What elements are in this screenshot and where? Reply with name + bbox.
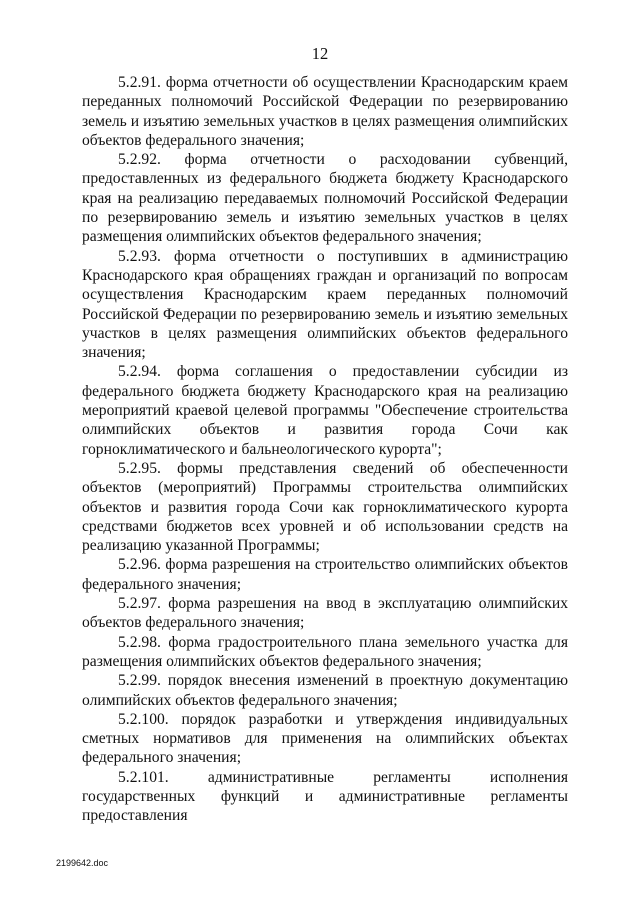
paragraph-5-2-99: 5.2.99. порядок внесения изменений в проектную документацию олимпийских объектов федерального значения; bbox=[82, 672, 568, 709]
document-file-code: 2199642.doc bbox=[56, 858, 109, 868]
document-body bbox=[82, 73, 568, 826]
paragraph-5-2-95: 5.2.95. формы представления сведений об обеспеченности объектов (мероприятий) Программы строительства олимпийских объектов и развития города Сочи как горноклиматического курорта средствами бюджетов всех уровней и об использовании средств на реализацию указанной Программы; bbox=[82, 459, 568, 555]
paragraph-5-2-100: 5.2.100. порядок разработки и утверждения индивидуальных сметных нормативов для применения на олимпийских объектах федерального значения; bbox=[82, 710, 568, 767]
paragraph-5-2-92: 5.2.92. форма отчетности о расходовании субвенций, предоставленных из федерального бюджета бюджету Краснодарского края на реализацию передаваемых полномочий Российской Федерации по резервированию земель и изъятию земельных участков в целях размещения олимпийских объектов федерального значения; bbox=[82, 151, 568, 246]
paragraph-5-2-93: 5.2.93. форма отчетности о поступивших в администрацию Краснодарского края обращениях граждан и организаций по вопросам осуществления Краснодарским краем переданных полномочий Российской Федерации по резервированию земель и изъятию земельных участков в целях размещения олимпийских объектов федерального значения; bbox=[82, 247, 568, 362]
paragraph-5-2-97: 5.2.97. форма разрешения на ввод в эксплуатацию олимпийских объектов федерального значения; bbox=[82, 595, 568, 632]
paragraph-5-2-101: 5.2.101. административные регламенты исполнения государственных функций и административные регламенты предоставления bbox=[82, 768, 568, 825]
paragraph-5-2-91: 5.2.91. форма отчетности об осуществлении Краснодарским краем переданных полномочий Российской Федерации по резервированию земель и изъятию земельных участков в целях размещения олимпийских объектов федерального значения; bbox=[82, 74, 568, 149]
paragraph-5-2-98: 5.2.98. форма градостроительного плана земельного участка для размещения олимпийских объектов федерального значения; bbox=[82, 633, 568, 670]
paragraph-5-2-94: 5.2.94. форма соглашения о предоставлении субсидии из федерального бюджета бюджету Краснодарского края на реализацию мероприятий краевой целевой программы "Обеспечение строительства олимпийских объектов и развития города Сочи как горноклиматического и бальнеологического курорта"; bbox=[82, 363, 568, 458]
paragraph-5-2-96: 5.2.96. форма разрешения на строительство олимпийских объектов федерального значения; bbox=[82, 556, 568, 593]
page-number: 12 bbox=[311, 44, 329, 63]
